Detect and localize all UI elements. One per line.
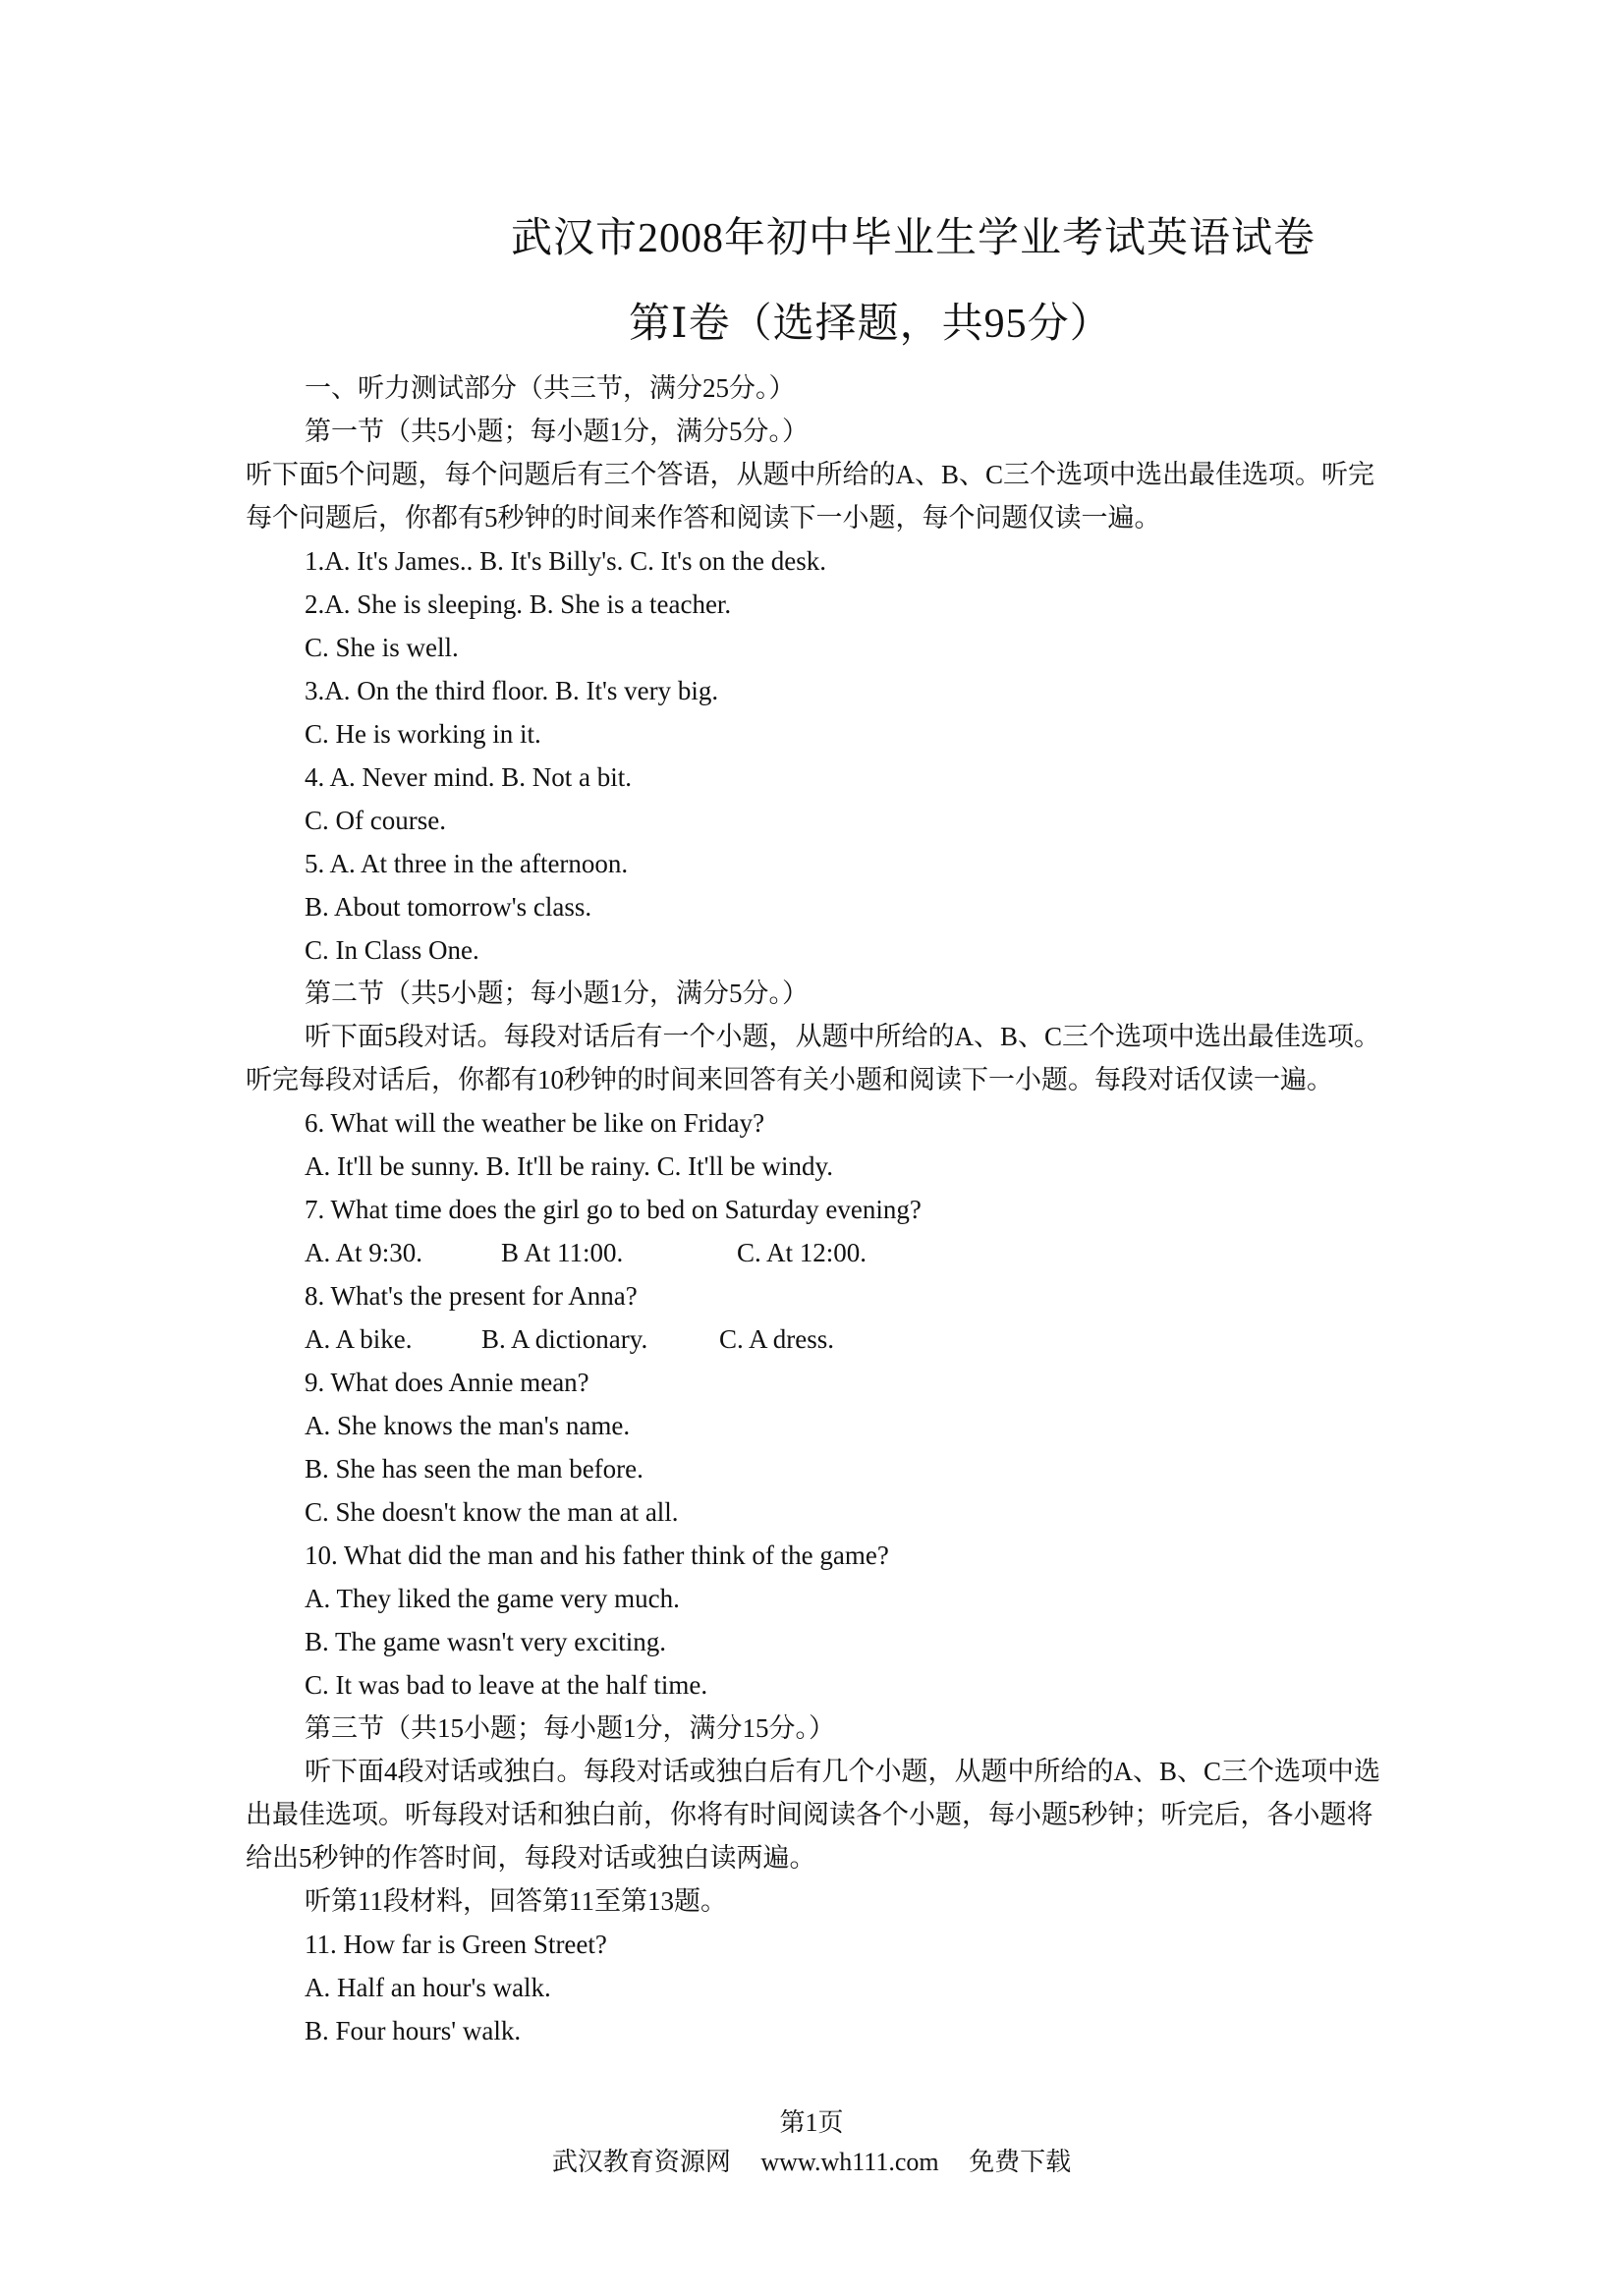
question-8: 8. What's the present for Anna?: [305, 1281, 638, 1311]
footer-download: 免费下载: [969, 2148, 1072, 2176]
question-7-option-b: B At 11:00.: [501, 1238, 624, 1267]
question-11-option-b: B. Four hours' walk.: [305, 2016, 522, 2045]
question-9-option-b: B. She has seen the man before.: [305, 1454, 644, 1484]
question-8-option-b: B. A dictionary.: [481, 1324, 648, 1354]
question-4: 4. A. Never mind. B. Not a bit.: [305, 762, 632, 792]
question-7-options: [246, 1231, 1385, 1274]
question-9-option-c: C. She doesn't know the man at all.: [305, 1497, 679, 1527]
question-6: 6. What will the weather be like on Friday?: [305, 1108, 765, 1138]
question-9: 9. What does Annie mean?: [305, 1368, 589, 1397]
section3-heading: 第三节（共15小题；每小题1分，满分15分。）: [305, 1713, 835, 1743]
question-2: 2.A. She is sleeping. B. She is a teacher.: [305, 589, 732, 619]
question-2-option-c: C. She is well.: [305, 633, 459, 662]
footer-site: [0, 2145, 1623, 2180]
question-10-option-b: B. The game wasn't very exciting.: [305, 1627, 667, 1656]
section1-instructions: 听下面5个问题，每个问题后有三个答语，从题中所给的A、B、C三个选项中选出最佳选项。听完每个问题后，你都有5秒钟的时间来作答和阅读下一小题，每个问题仅读一遍。: [246, 460, 1375, 532]
question-10-option-c: C. It was bad to leave at the half time.: [305, 1670, 708, 1700]
section2-instructions: 听下面5段对话。每段对话后有一个小题，从题中所给的A、B、C三个选项中选出最佳选项。听完每段对话后，你都有10秒钟的时间来回答有关小题和阅读下一小题。每段对话仅读一遍。: [246, 1022, 1381, 1094]
question-5: 5. A. At three in the afternoon.: [305, 849, 629, 878]
section3-material: 听第11段材料，回答第11至第13题。: [305, 1886, 727, 1916]
question-7-option-a: A. At 9:30.: [305, 1238, 423, 1267]
question-6-options: A. It'll be sunny. B. It'll be rainy. C. It'll be windy.: [305, 1151, 834, 1181]
question-10: 10. What did the man and his father think of the game?: [305, 1540, 889, 1570]
page-title: 武汉市2008年初中毕业生学业考试英语试卷: [511, 216, 1316, 261]
question-11: 11. How far is Green Street?: [305, 1930, 607, 1959]
footer-site-name: 武汉教育资源网: [551, 2148, 731, 2176]
question-9-option-a: A. She knows the man's name.: [305, 1411, 631, 1440]
question-8-options: [246, 1317, 1385, 1361]
page-subtitle: 第Ⅰ卷（选择题，共95分）: [629, 302, 1112, 347]
footer-site-url[interactable]: www.wh111.com: [760, 2148, 939, 2176]
question-3: 3.A. On the third floor. B. It's very big.: [305, 676, 719, 705]
question-1: 1.A. It's James.. B. It's Billy's. C. It's on the desk.: [305, 546, 826, 576]
question-10-option-a: A. They liked the game very much.: [305, 1584, 680, 1613]
question-5-option-b: B. About tomorrow's class.: [305, 892, 592, 922]
question-4-option-c: C. Of course.: [305, 806, 446, 835]
section2-heading: 第二节（共5小题；每小题1分，满分5分。）: [305, 979, 809, 1008]
question-7: 7. What time does the girl go to bed on Saturday evening?: [305, 1195, 922, 1224]
part1-heading: 一、听力测试部分（共三节，满分25分。）: [305, 373, 796, 403]
exam-body: [246, 366, 1385, 2052]
question-8-option-c: C. A dress.: [719, 1324, 835, 1354]
question-3-option-c: C. He is working in it.: [305, 719, 541, 749]
question-5-option-c: C. In Class One.: [305, 935, 479, 965]
question-11-option-a: A. Half an hour's walk.: [305, 1973, 551, 2002]
section3-instructions: 听下面4段对话或独白。每段对话或独白后有几个小题，从题中所给的A、B、C三个选项中选出最佳选项。听每段对话和独白前，你将有时间阅读各个小题，每小题5秒钟；听完后，各小题将给出5秒钟的作答时间，每段对话或独白读两遍。: [246, 1757, 1381, 1873]
page-number: 第1页: [779, 2108, 844, 2137]
question-7-option-c: C. At 12:00.: [737, 1238, 867, 1267]
section1-heading: 第一节（共5小题；每小题1分，满分5分。）: [305, 417, 809, 446]
question-8-option-a: A. A bike.: [305, 1324, 413, 1354]
